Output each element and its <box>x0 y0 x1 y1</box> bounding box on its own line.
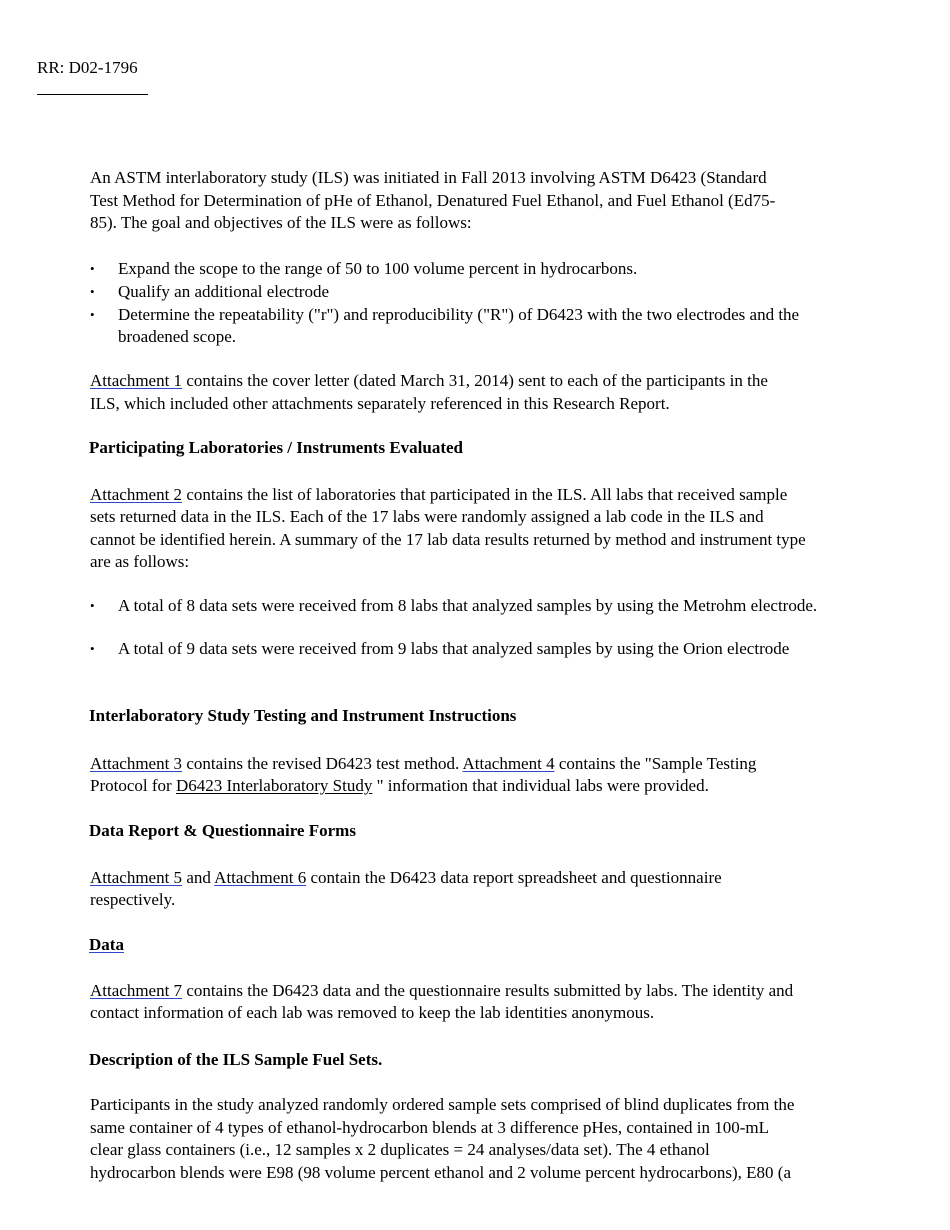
section-heading <box>89 1049 382 1071</box>
header-rule <box>37 94 148 95</box>
paragraph-line <box>90 1139 710 1161</box>
section-heading <box>89 705 516 727</box>
bullet-item-line <box>118 638 789 660</box>
attachment-link[interactable]: Attachment 5 <box>90 868 183 887</box>
text-segment: hydrocarbon blends were E98 (98 volume percent ethanol and 2 volume percent hydrocarbons), E80 (a <box>90 1163 792 1182</box>
attachment-link[interactable]: Attachment 2 <box>90 485 183 504</box>
paragraph-line <box>90 753 756 775</box>
bullet-icon: • <box>90 598 95 613</box>
bullet-icon: • <box>90 641 95 656</box>
text-segment: ILS, which included other attachments separately referenced in this Research Report. <box>90 394 670 413</box>
paragraph-line <box>90 867 722 889</box>
text-segment: cannot be identified herein. A summary of the 17 lab data results returned by method and instrument type <box>90 530 806 549</box>
attachment-link[interactable]: Attachment 6 <box>214 868 307 887</box>
bullet-icon: • <box>90 307 95 322</box>
text-segment: Qualify an additional electrode <box>118 282 329 301</box>
text-segment: Interlaboratory Study Testing and Instrument Instructions <box>89 706 517 725</box>
attachment-link[interactable]: Attachment 7 <box>90 981 183 1000</box>
text-segment: Protocol for <box>90 776 176 795</box>
text-segment: respectively. <box>90 890 176 909</box>
text-segment: Determine the repeatability ("r") and reproducibility ("R") of D6423 with the two electrodes and the <box>118 305 800 324</box>
text-segment: " information that individual labs were provided. <box>372 776 709 795</box>
text-segment: Participants in the study analyzed randomly ordered sample sets comprised of blind duplicates from the <box>90 1095 795 1114</box>
text-segment: same container of 4 types of ethanol-hydrocarbon blends at 3 difference pHes, contained in 100-mL <box>90 1118 769 1137</box>
paragraph-line <box>90 889 175 911</box>
paragraph-line <box>90 212 472 234</box>
text-segment: An ASTM interlaboratory study (ILS) was initiated in Fall 2013 involving ASTM D6423 (Standard <box>90 168 767 187</box>
text-segment: contains the list of laboratories that participated in the ILS. All labs that received sample <box>182 485 788 504</box>
text-segment: clear glass containers (i.e., 12 samples x 2 duplicates = 24 analyses/data set). The 4 ethanol <box>90 1140 710 1159</box>
paragraph-line <box>90 1094 794 1116</box>
paragraph-line <box>90 1002 654 1024</box>
paragraph-line <box>90 506 764 528</box>
text-segment: sets returned data in the ILS. Each of the 17 labs were randomly assigned a lab code in the ILS and <box>90 507 764 526</box>
paragraph-line <box>90 484 787 506</box>
bullet-icon: • <box>90 284 95 299</box>
paragraph-line <box>90 1162 791 1184</box>
paragraph-line <box>90 167 767 189</box>
section-heading <box>89 437 463 459</box>
text-segment: Data Report & Questionnaire Forms <box>89 821 356 840</box>
underlined-title: D6423 Interlaboratory Study <box>175 776 373 795</box>
bullet-item-line <box>118 304 799 326</box>
report-id: RR: D02-1796 <box>37 58 138 77</box>
text-segment: Expand the scope to the range of 50 to 100 volume percent in hydrocarbons. <box>118 259 638 278</box>
bullet-item-line <box>118 281 329 303</box>
text-segment: are as follows: <box>90 552 190 571</box>
paragraph-line <box>90 190 775 212</box>
text-segment: contains the D6423 data and the questionnaire results submitted by labs. The identity and <box>182 981 794 1000</box>
attachment-link[interactable]: Data <box>89 935 124 954</box>
section-heading <box>89 820 356 842</box>
paragraph-line <box>90 1117 769 1139</box>
bullet-item-line <box>118 326 236 348</box>
bullet-item-line <box>118 595 817 617</box>
attachment-link[interactable]: Attachment 1 <box>90 371 183 390</box>
text-segment: and <box>182 868 215 887</box>
paragraph-line <box>90 980 793 1002</box>
paragraph-line <box>90 551 189 573</box>
text-segment: contain the D6423 data report spreadsheet and questionnaire <box>306 868 722 887</box>
attachment-link[interactable]: Attachment 4 <box>462 754 555 773</box>
text-segment: Participating Laboratories / Instruments Evaluated <box>89 438 463 457</box>
text-segment: A total of 8 data sets were received from 8 labs that analyzed samples by using the Metrohm electrode. <box>118 596 818 615</box>
paragraph-line <box>90 529 806 551</box>
paragraph-line <box>90 775 709 797</box>
text-segment: A total of 9 data sets were received from 9 labs that analyzed samples by using the Orion electrode <box>118 639 790 658</box>
text-segment: Test Method for Determination of pHe of Ethanol, Denatured Fuel Ethanol, and Fuel Ethanol (Ed75- <box>90 191 776 210</box>
text-segment: contains the cover letter (dated March 31, 2014) sent to each of the participants in the <box>182 371 768 390</box>
section-heading <box>89 934 124 956</box>
text-segment: 85). The goal and objectives of the ILS were as follows: <box>90 213 472 232</box>
text-segment: Description of the ILS Sample Fuel Sets. <box>89 1050 383 1069</box>
paragraph-line <box>90 370 768 392</box>
text-segment: contact information of each lab was removed to keep the lab identities anonymous. <box>90 1003 655 1022</box>
text-segment: contains the revised D6423 test method. <box>182 754 463 773</box>
paragraph-line <box>90 393 670 415</box>
bullet-item-line <box>118 258 637 280</box>
bullet-icon: • <box>90 261 95 276</box>
text-segment: contains the "Sample Testing <box>554 754 757 773</box>
attachment-link[interactable]: Attachment 3 <box>90 754 183 773</box>
text-segment: broadened scope. <box>118 327 237 346</box>
